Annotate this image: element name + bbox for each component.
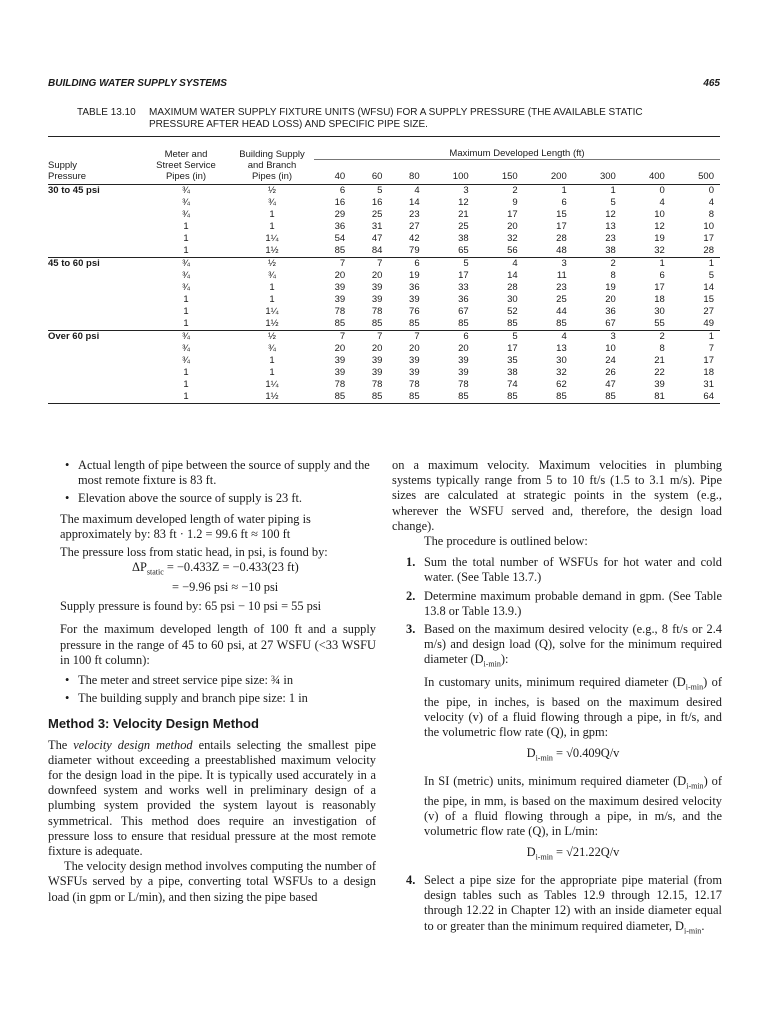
- list-item: • The meter and street service pipe size: ¾ in: [65, 672, 294, 687]
- wsfu-value-cell: 9: [512, 196, 518, 208]
- supply-pressure-cell: [48, 282, 142, 294]
- table-row: [48, 221, 720, 233]
- wsfu-value-cell: 11: [556, 269, 567, 281]
- wsfu-value-cell: 39: [409, 354, 420, 366]
- wsfu-value-cell: 74: [507, 378, 518, 390]
- wsfu-value-cell: 78: [371, 305, 383, 317]
- supply-pressure-cell: [48, 233, 142, 245]
- wsfu-value-cell: 85: [334, 317, 346, 329]
- wsfu-value-cell: 18: [654, 293, 665, 305]
- wsfu-value-cell: 38: [458, 232, 469, 244]
- wsfu-value-cell: 8: [659, 342, 665, 354]
- col-branch-line3: Pipes (in): [230, 171, 314, 185]
- wsfu-value-cell: 39: [371, 366, 383, 378]
- equation-si: $D_{i-min} = √21.22Q/v$: [526, 845, 620, 862]
- wsfu-value-cell: 76: [409, 305, 420, 317]
- wsfu-value-cell: 21: [654, 354, 665, 366]
- wsfu-value-cell: 38: [507, 366, 518, 378]
- col-length: 400: [622, 171, 671, 185]
- running-head-title: BUILDING WATER SUPPLY SYSTEMS: [48, 78, 227, 89]
- branch-pipe-cell: 1: [269, 366, 275, 378]
- wsfu-value-cell: 20: [334, 342, 346, 354]
- wsfu-value-cell: 47: [605, 378, 616, 390]
- wsfu-value-cell: 23: [409, 208, 420, 220]
- wsfu-value-cell: 2: [573, 257, 622, 270]
- wsfu-value-cell: 20: [334, 269, 346, 281]
- wsfu-value-cell: 6: [561, 196, 567, 208]
- wsfu-value-cell: 85: [573, 391, 622, 404]
- table-row: [48, 306, 720, 318]
- wsfu-value-cell: 49: [703, 317, 714, 329]
- branch-pipe-cell: ¾: [268, 269, 276, 281]
- wsfu-value-cell: 26: [605, 366, 616, 378]
- table-row: [48, 318, 720, 331]
- paragraph: The procedure is outlined below:: [424, 534, 588, 549]
- wsfu-value-cell: 1: [610, 184, 616, 196]
- wsfu-value-cell: 38: [605, 244, 616, 256]
- wsfu-value-cell: 18: [703, 366, 714, 378]
- wsfu-value-cell: 2: [512, 184, 518, 196]
- wsfu-value-cell: 8: [610, 269, 616, 281]
- branch-pipe-cell: 1: [269, 293, 275, 305]
- meter-pipe-cell: 1: [183, 378, 189, 390]
- wsfu-value-cell: 17: [654, 281, 665, 293]
- wsfu-value-cell: 7: [314, 257, 351, 270]
- wsfu-value-cell: 20: [605, 293, 616, 305]
- wsfu-value-cell: 17: [458, 269, 469, 281]
- wsfu-value-cell: 67: [605, 317, 616, 329]
- wsfu-value-cell: 4: [414, 184, 420, 196]
- wsfu-value-cell: 56: [507, 244, 518, 256]
- supply-pressure-cell: Over 60 psi: [48, 330, 142, 343]
- col-length: 80: [388, 171, 425, 185]
- table-header-row-2: [48, 160, 720, 171]
- meter-pipe-cell: 1: [183, 232, 189, 244]
- wsfu-value-cell: 20: [409, 342, 420, 354]
- meter-pipe-cell: ¾: [182, 281, 190, 293]
- supply-pressure-cell: [48, 355, 142, 367]
- col-supply-line2: Pressure: [48, 171, 142, 185]
- branch-pipe-cell: 1¼: [265, 378, 279, 390]
- wsfu-value-cell: 14: [703, 281, 714, 293]
- wsfu-value-cell: 39: [371, 293, 383, 305]
- wsfu-value-cell: 32: [556, 366, 567, 378]
- table-row: [48, 184, 720, 197]
- meter-pipe-cell: 1: [183, 366, 189, 378]
- meter-pipe-cell: ¾: [182, 342, 190, 354]
- list-item: • Actual length of pipe between the source of supply and the most remote fixture is 83 ft.: [65, 458, 370, 488]
- wsfu-value-cell: 6: [659, 269, 665, 281]
- wsfu-value-cell: 12: [654, 220, 665, 232]
- wsfu-value-cell: 17: [507, 208, 518, 220]
- wsfu-value-cell: 78: [458, 378, 469, 390]
- supply-pressure-cell: [48, 318, 142, 331]
- supply-pressure-cell: [48, 391, 142, 404]
- wsfu-value-cell: 67: [458, 305, 469, 317]
- branch-pipe-cell: 1½: [265, 244, 279, 256]
- meter-pipe-cell: 1: [142, 391, 230, 404]
- branch-pipe-cell: ¾: [268, 196, 276, 208]
- wsfu-value-cell: 12: [458, 196, 469, 208]
- wsfu-value-cell: 85: [409, 317, 420, 329]
- wsfu-value-cell: 64: [671, 391, 720, 404]
- wsfu-value-cell: 14: [409, 196, 420, 208]
- wsfu-value-cell: 10: [654, 208, 665, 220]
- list-item: 1. Sum the total number of WSFUs for hot water and cold water. (See Table 13.7.): [406, 555, 722, 585]
- col-length: 300: [573, 171, 622, 185]
- wsfu-value-cell: 84: [371, 244, 383, 256]
- wsfu-value-cell: 32: [507, 232, 518, 244]
- wsfu-value-cell: 7: [314, 330, 351, 343]
- table-caption-line2: PRESSURE AFTER HEAD LOSS) AND SPECIFIC PIPE SIZE.: [149, 119, 428, 130]
- wsfu-value-cell: 39: [409, 366, 420, 378]
- wsfu-value-cell: 39: [334, 366, 346, 378]
- wsfu-value-cell: 47: [371, 232, 383, 244]
- paragraph: on a maximum velocity. Maximum velocities in plumbing systems typically range from 5 to 10 ft/s (1.5 to 3.1 m/s). Pipe sizes are calculated at strategic points in the system (e.g., wherever the WSFU served and, therefore, the design load change).: [392, 458, 722, 533]
- list-item: 3. Based on the maximum desired velocity (e.g., 8 ft/s or 2.4 m/s) and design load (Q), solve for the minimum required diameter $(D_{i-min})$:: [406, 622, 722, 669]
- col-length: 60: [351, 171, 388, 185]
- wsfu-value-cell: 30: [507, 293, 518, 305]
- col-length: 100: [426, 171, 475, 185]
- table-id: TABLE 13.10: [77, 107, 136, 118]
- wsfu-value-cell: 1: [671, 257, 720, 270]
- wsfu-value-cell: 36: [409, 281, 420, 293]
- wsfu-value-cell: 85: [507, 317, 518, 329]
- wsfu-value-cell: 39: [334, 354, 346, 366]
- wsfu-value-cell: 19: [409, 269, 420, 281]
- wsfu-table: [48, 148, 720, 404]
- col-branch-line2: and Branch: [247, 159, 297, 171]
- wsfu-value-cell: 81: [622, 391, 671, 404]
- wsfu-value-cell: 28: [556, 232, 567, 244]
- wsfu-value-cell: 16: [334, 196, 346, 208]
- wsfu-value-cell: 10: [605, 342, 616, 354]
- wsfu-value-cell: 4: [708, 196, 714, 208]
- wsfu-value-cell: 20: [371, 342, 383, 354]
- wsfu-value-cell: 27: [703, 305, 714, 317]
- col-length: 150: [475, 171, 524, 185]
- wsfu-value-cell: 27: [409, 220, 420, 232]
- wsfu-value-cell: 21: [458, 208, 469, 220]
- wsfu-value-cell: 8: [708, 208, 714, 220]
- wsfu-value-cell: 85: [556, 317, 567, 329]
- wsfu-value-cell: 14: [507, 269, 518, 281]
- wsfu-value-cell: 62: [556, 378, 567, 390]
- wsfu-value-cell: 25: [458, 220, 469, 232]
- wsfu-value-cell: 78: [334, 378, 346, 390]
- meter-pipe-cell: ¾: [142, 330, 230, 343]
- wsfu-value-cell: 17: [507, 342, 518, 354]
- list-item: • Elevation above the source of supply is 23 ft.: [65, 491, 303, 506]
- table-row: [48, 294, 720, 306]
- wsfu-value-cell: 23: [605, 232, 616, 244]
- wsfu-value-cell: 19: [605, 281, 616, 293]
- meter-pipe-cell: 1: [183, 244, 189, 256]
- supply-pressure-cell: [48, 197, 142, 209]
- supply-pressure-cell: [48, 379, 142, 391]
- supply-pressure-cell: [48, 343, 142, 355]
- col-branch-line1: Building Supply: [239, 148, 305, 160]
- paragraph: The velocity design method involves computing the number of WSFUs served by a pipe, converting total WSFUs to a design load (in gpm or L/min), and then sizing the pipe based: [48, 859, 376, 904]
- wsfu-value-cell: 85: [426, 391, 475, 404]
- meter-pipe-cell: 1: [183, 220, 189, 232]
- paragraph: The pressure loss from static head, in psi, is found by:: [60, 545, 328, 560]
- wsfu-value-cell: 30: [556, 354, 567, 366]
- wsfu-value-cell: 5: [377, 184, 383, 196]
- branch-pipe-cell: 1½: [230, 391, 314, 404]
- paragraph: In customary units, minimum required diameter $(D_{i-min})$ of the pipe, in inches, is based on the maximum desired velocity (v) of a fluid flowing through a pipe, in ft/s, and the volumetric flow rate (Q), in gpm:: [424, 675, 722, 740]
- wsfu-value-cell: 0: [708, 184, 714, 196]
- wsfu-value-cell: 10: [703, 220, 714, 232]
- wsfu-value-cell: 7: [388, 330, 425, 343]
- table-body: [48, 184, 720, 403]
- table-row: [48, 233, 720, 245]
- paragraph: In SI (metric) units, minimum required diameter $(D_{i-min})$ of the pipe, in mm, is based on the maximum desired velocity (v) of a fluid flowing through a pipe, in m/s, and the volumetric flow rate (Q), in L/min:: [424, 774, 722, 839]
- wsfu-value-cell: 17: [556, 220, 567, 232]
- wsfu-value-cell: 54: [334, 232, 346, 244]
- wsfu-value-cell: 85: [388, 391, 425, 404]
- branch-pipe-cell: ½: [230, 330, 314, 343]
- supply-pressure-cell: [48, 245, 142, 258]
- wsfu-value-cell: 17: [703, 232, 714, 244]
- meter-pipe-cell: 1: [183, 317, 189, 329]
- wsfu-value-cell: 42: [409, 232, 420, 244]
- table-header-row-1: [48, 148, 720, 160]
- wsfu-value-cell: 17: [703, 354, 714, 366]
- meter-pipe-cell: ¾: [182, 184, 190, 196]
- table-row: [48, 330, 720, 343]
- table-top-rule: [48, 136, 720, 137]
- wsfu-value-cell: 39: [409, 293, 420, 305]
- wsfu-value-cell: 85: [314, 391, 351, 404]
- table-row: [48, 343, 720, 355]
- wsfu-value-cell: 85: [458, 317, 469, 329]
- paragraph: The velocity design method entails selecting the smallest pipe diameter without exceeding a preestablished maximum velocity for the design load in the pipe. It is typically used accurately in a downfeed system and works well in preliminary design of a plumbing system provided the system layout is reasonably symmetrical. This method does require an investigation of pressure loss to ensure that residual pressure at the most remote fixture is adequate.: [48, 737, 376, 858]
- col-length: 40: [314, 171, 351, 185]
- table-row: [48, 355, 720, 367]
- list-item: • The building supply and branch pipe size: 1 in: [65, 691, 308, 706]
- wsfu-value-cell: 15: [556, 208, 567, 220]
- wsfu-value-cell: 39: [334, 281, 346, 293]
- wsfu-value-cell: 0: [659, 184, 665, 196]
- wsfu-value-cell: 52: [507, 305, 518, 317]
- branch-pipe-cell: ¾: [268, 342, 276, 354]
- supply-pressure-cell: [48, 209, 142, 221]
- meter-pipe-cell: ¾: [182, 208, 190, 220]
- wsfu-value-cell: 85: [351, 391, 388, 404]
- wsfu-value-cell: 5: [610, 196, 616, 208]
- wsfu-value-cell: 5: [426, 257, 475, 270]
- branch-pipe-cell: 1¼: [265, 305, 279, 317]
- wsfu-value-cell: 7: [351, 257, 388, 270]
- supply-pressure-cell: [48, 221, 142, 233]
- wsfu-value-cell: 20: [507, 220, 518, 232]
- wsfu-value-cell: 36: [605, 305, 616, 317]
- table-row: [48, 270, 720, 282]
- wsfu-value-cell: 20: [458, 342, 469, 354]
- table-caption-line1: MAXIMUM WATER SUPPLY FIXTURE UNITS (WFSU) FOR A SUPPLY PRESSURE (THE AVAILABLE STATIC: [149, 107, 643, 118]
- wsfu-value-cell: 79: [409, 244, 420, 256]
- supply-pressure-cell: [48, 294, 142, 306]
- wsfu-value-cell: 39: [334, 293, 346, 305]
- wsfu-value-cell: 3: [463, 184, 469, 196]
- supply-pressure-cell: [48, 270, 142, 282]
- equation-static-loss: $\Delta P_{static} = -0.433Z = -0.433(23$ ft): [132, 560, 299, 577]
- meter-pipe-cell: ¾: [182, 196, 190, 208]
- wsfu-value-cell: 16: [371, 196, 383, 208]
- wsfu-value-cell: 2: [622, 330, 671, 343]
- wsfu-value-cell: 35: [507, 354, 518, 366]
- meter-pipe-cell: ¾: [142, 257, 230, 270]
- wsfu-value-cell: 6: [426, 330, 475, 343]
- supply-pressure-cell: [48, 306, 142, 318]
- table-caption: [77, 107, 717, 131]
- wsfu-value-cell: 15: [703, 293, 714, 305]
- wsfu-value-cell: 65: [458, 244, 469, 256]
- meter-pipe-cell: 1: [183, 293, 189, 305]
- wsfu-value-cell: 36: [458, 293, 469, 305]
- wsfu-value-cell: 31: [703, 378, 714, 390]
- table-row: [48, 257, 720, 270]
- meter-pipe-cell: ¾: [182, 354, 190, 366]
- wsfu-value-cell: 36: [334, 220, 346, 232]
- wsfu-value-cell: 3: [573, 330, 622, 343]
- wsfu-value-cell: 1: [622, 257, 671, 270]
- wsfu-value-cell: 12: [605, 208, 616, 220]
- table-row: [48, 209, 720, 221]
- branch-pipe-cell: ½: [268, 184, 276, 196]
- table-row: [48, 245, 720, 258]
- branch-pipe-cell: 1: [269, 220, 275, 232]
- equation-static-loss-result: = −9.96 psi ≈ −10 psi: [172, 579, 279, 594]
- right-column: [392, 458, 722, 938]
- col-length: 500: [671, 171, 720, 185]
- left-column: [48, 458, 376, 905]
- wsfu-value-cell: 13: [556, 342, 567, 354]
- wsfu-value-cell: 39: [458, 366, 469, 378]
- wsfu-value-cell: 39: [458, 354, 469, 366]
- wsfu-value-cell: 23: [556, 281, 567, 293]
- page-number: 465: [703, 78, 720, 89]
- meter-pipe-cell: 1: [183, 305, 189, 317]
- table-row: [48, 379, 720, 391]
- table-row: [48, 391, 720, 404]
- wsfu-value-cell: 25: [556, 293, 567, 305]
- wsfu-value-cell: 22: [654, 366, 665, 378]
- wsfu-value-cell: 85: [524, 391, 573, 404]
- paragraph: Supply pressure is found by: 65 psi − 10 psi = 55 psi: [60, 599, 322, 614]
- wsfu-value-cell: 39: [654, 378, 665, 390]
- col-meter-line1: Meter and: [164, 148, 208, 160]
- wsfu-value-cell: 85: [371, 317, 383, 329]
- wsfu-value-cell: 55: [654, 317, 665, 329]
- wsfu-value-cell: 44: [556, 305, 567, 317]
- wsfu-value-cell: 7: [351, 330, 388, 343]
- paragraph: The maximum developed length of water piping is approximately by: 83 ft · 1.2 = 99.6 ft ≈ 100 ft: [60, 511, 311, 541]
- table-row: [48, 282, 720, 294]
- wsfu-value-cell: 78: [409, 378, 420, 390]
- branch-pipe-cell: 1½: [265, 317, 279, 329]
- equation-customary: $D_{i-min} = √0.409Q/v$: [526, 746, 620, 763]
- branch-pipe-cell: 1¼: [265, 232, 279, 244]
- col-meter-line2: Street Service: [156, 159, 216, 171]
- wsfu-value-cell: 39: [371, 354, 383, 366]
- branch-pipe-cell: 1: [269, 354, 275, 366]
- wsfu-value-cell: 30: [654, 305, 665, 317]
- wsfu-value-cell: 29: [334, 208, 346, 220]
- wsfu-value-cell: 28: [703, 244, 714, 256]
- wsfu-value-cell: 1: [671, 330, 720, 343]
- wsfu-value-cell: 4: [475, 257, 524, 270]
- branch-pipe-cell: ½: [230, 257, 314, 270]
- wsfu-value-cell: 78: [371, 378, 383, 390]
- col-max-developed-length: Maximum Developed Length (ft): [314, 148, 720, 160]
- wsfu-value-cell: 6: [339, 184, 346, 196]
- list-item: 4. Select a pipe size for the appropriate pipe material (from design tables such as Tables 12.9 through 12.15, 12.17 through 12.22 in Chapter 12) with an inside diameter equal to or greater than the minimum required diameter, $D_{i-min}$.: [406, 873, 722, 936]
- wsfu-value-cell: 3: [524, 257, 573, 270]
- wsfu-value-cell: 85: [334, 244, 346, 256]
- table-header-row-3: [48, 171, 720, 185]
- wsfu-value-cell: 4: [524, 330, 573, 343]
- col-supply-line1: Supply: [48, 159, 78, 171]
- table-row: [48, 367, 720, 379]
- branch-pipe-cell: 1: [269, 281, 275, 293]
- wsfu-value-cell: 48: [556, 244, 567, 256]
- wsfu-value-cell: 31: [371, 220, 383, 232]
- wsfu-value-cell: 25: [371, 208, 383, 220]
- wsfu-value-cell: 78: [334, 305, 346, 317]
- wsfu-value-cell: 6: [388, 257, 425, 270]
- section-heading: Method 3: Velocity Design Method: [48, 716, 259, 732]
- wsfu-value-cell: 24: [605, 354, 616, 366]
- wsfu-value-cell: 13: [605, 220, 616, 232]
- wsfu-value-cell: 5: [708, 269, 714, 281]
- wsfu-value-cell: 7: [708, 342, 714, 354]
- supply-pressure-cell: 30 to 45 psi: [48, 184, 100, 196]
- wsfu-value-cell: 32: [654, 244, 665, 256]
- paragraph: For the maximum developed length of 100 ft and a supply pressure in the range of 45 to 60 psi, at 27 WSFU (<33 WSFU in 100 ft column):: [60, 622, 376, 667]
- wsfu-value-cell: 28: [507, 281, 518, 293]
- wsfu-value-cell: 1: [561, 184, 567, 196]
- supply-pressure-cell: [48, 367, 142, 379]
- col-meter-line3: Pipes (in): [142, 171, 230, 185]
- running-head: [48, 78, 720, 94]
- wsfu-value-cell: 33: [458, 281, 469, 293]
- branch-pipe-cell: 1: [269, 208, 275, 220]
- list-item: 2. Determine maximum probable demand in gpm. (See Table 13.8 or Table 13.9.): [406, 588, 722, 618]
- col-length: 200: [524, 171, 573, 185]
- meter-pipe-cell: ¾: [182, 269, 190, 281]
- table-row: [48, 197, 720, 209]
- wsfu-value-cell: 39: [371, 281, 383, 293]
- supply-pressure-cell: 45 to 60 psi: [48, 257, 142, 270]
- wsfu-value-cell: 4: [659, 196, 665, 208]
- wsfu-value-cell: 20: [371, 269, 383, 281]
- wsfu-value-cell: 5: [475, 330, 524, 343]
- wsfu-value-cell: 85: [475, 391, 524, 404]
- wsfu-value-cell: 19: [654, 232, 665, 244]
